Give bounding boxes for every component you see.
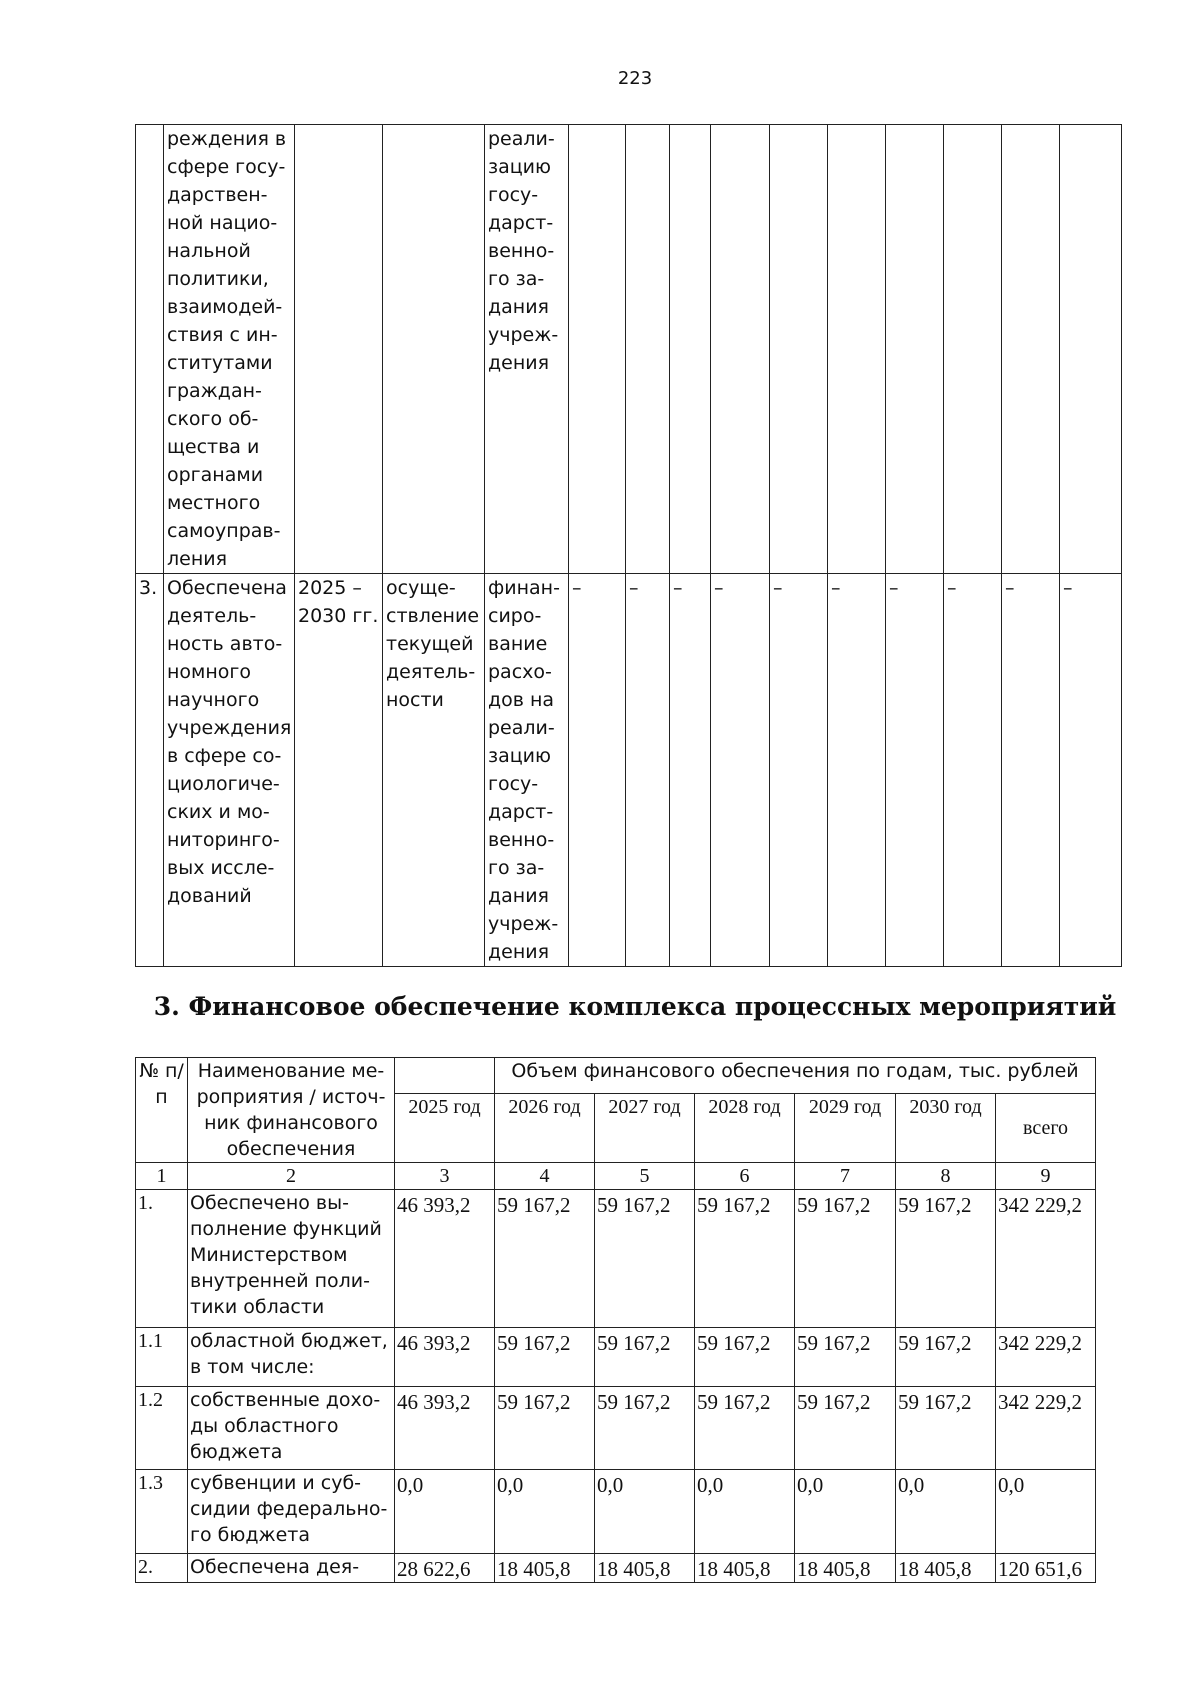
- cell-dash: –: [711, 574, 770, 967]
- cell-dash: –: [569, 574, 626, 967]
- cell-value: 28 622,6: [395, 1554, 495, 1583]
- table-colnum-row: 1 2 3 4 5 6 7 8 9: [136, 1163, 1096, 1190]
- cell-result: финан-сиро-вание расхо-дов на реали-зацию госу-дарст-венно-го за-дания учреж-дения: [485, 574, 569, 967]
- cell-value: 46 393,2: [395, 1387, 495, 1470]
- cell-value: 18 405,8: [695, 1554, 795, 1583]
- cell-value: 59 167,2: [595, 1328, 695, 1387]
- cell-period: [295, 125, 383, 574]
- cell-value: 59 167,2: [795, 1387, 896, 1470]
- cell-name: собственные дохо-ды областного бюджета: [188, 1387, 395, 1470]
- cell-name: субвенции и суб-сидии федерально-го бюджета: [188, 1470, 395, 1554]
- header-volume: Объем финансового обеспечения по годам, тыс. рублей: [495, 1058, 1096, 1094]
- cell-num: 3.: [136, 574, 164, 967]
- cell-period: 2025 – 2030 гг.: [295, 574, 383, 967]
- cell-value: 18 405,8: [896, 1554, 996, 1583]
- cell-num: 1.2: [136, 1387, 188, 1470]
- cell-value: 0,0: [795, 1470, 896, 1554]
- cell-dash: –: [1060, 574, 1122, 967]
- cell-dash: –: [886, 574, 944, 967]
- cell-value: 59 167,2: [495, 1190, 595, 1328]
- table-row: [136, 1554, 1096, 1583]
- table-row: [136, 1328, 1096, 1387]
- table-row: [136, 125, 1122, 574]
- cell-value: 342 229,2: [996, 1328, 1096, 1387]
- cell-result: реали-зацию госу-дарст-венно-го за-дания учреж-дения: [485, 125, 569, 574]
- table-row: [136, 1190, 1096, 1328]
- cell-value: 0,0: [595, 1470, 695, 1554]
- header-num: № п/п: [136, 1058, 188, 1163]
- cell-value: 59 167,2: [695, 1328, 795, 1387]
- cell-name: реждения в сфере госу-дарствен-ной нацио-нальной политики, взаимодей-ствия с ин-ститутами граждан-ского об-щества и органами местного самоуправ-ления: [164, 125, 295, 574]
- cell-value: 46 393,2: [395, 1190, 495, 1328]
- header-total: всего: [996, 1094, 1096, 1163]
- cell-dash: –: [670, 574, 711, 967]
- cell-value: 18 405,8: [495, 1554, 595, 1583]
- cell-value: 0,0: [996, 1470, 1096, 1554]
- cell-name: Обеспечена деятель-ность авто-номного научного учреждения в сфере со-циологиче-ских и мо-ниторинго-вых иссле-дований: [164, 574, 295, 967]
- cell-dash: –: [1002, 574, 1060, 967]
- financing-table: [135, 1057, 1096, 1583]
- table-row: [136, 1387, 1096, 1470]
- cell-dash: –: [828, 574, 886, 967]
- cell-value: 0,0: [896, 1470, 996, 1554]
- cell-value: 59 167,2: [595, 1387, 695, 1470]
- cell-value: 59 167,2: [495, 1328, 595, 1387]
- table-row: [136, 574, 1122, 967]
- section-heading: 3. Финансовое обеспечение комплекса процессных мероприятий: [153, 992, 1117, 1021]
- header-year: 2030 год: [896, 1094, 996, 1163]
- cell-value: 120 651,6: [996, 1554, 1096, 1583]
- cell-value: 342 229,2: [996, 1190, 1096, 1328]
- cell-type: осуще-ствление текущей деятель-ности: [383, 574, 485, 967]
- cell-value: 0,0: [695, 1470, 795, 1554]
- cell-dash: –: [944, 574, 1002, 967]
- cell-value: 59 167,2: [695, 1387, 795, 1470]
- table-header-row: [136, 1058, 1096, 1094]
- cell-name: Обеспечена дея-: [188, 1554, 395, 1583]
- header-name: Наименование ме-роприятия / источ-ник финансового обеспечения: [188, 1058, 395, 1163]
- cell-value: 59 167,2: [896, 1190, 996, 1328]
- header-year: 2029 год: [795, 1094, 896, 1163]
- cell-num: 1.1: [136, 1328, 188, 1387]
- cell-num: 1.: [136, 1190, 188, 1328]
- cell-value: 59 167,2: [595, 1190, 695, 1328]
- cell-value: 0,0: [395, 1470, 495, 1554]
- header-year: 2027 год: [595, 1094, 695, 1163]
- cell-name: Обеспечено вы-полнение функций Министерством внутренней поли-тики области: [188, 1190, 395, 1328]
- cell-value: 59 167,2: [495, 1387, 595, 1470]
- cell-value: 0,0: [495, 1470, 595, 1554]
- measures-table-continued: [135, 124, 1122, 967]
- cell-num: 2.: [136, 1554, 188, 1583]
- cell-value: 59 167,2: [795, 1328, 896, 1387]
- cell-value: 46 393,2: [395, 1328, 495, 1387]
- table-row: [136, 1470, 1096, 1554]
- cell-dash: –: [770, 574, 828, 967]
- cell-value: 342 229,2: [996, 1387, 1096, 1470]
- cell-name: областной бюджет, в том числе:: [188, 1328, 395, 1387]
- cell-num: [136, 125, 164, 574]
- header-year: 2028 год: [695, 1094, 795, 1163]
- cell-type: [383, 125, 485, 574]
- cell-value: 59 167,2: [896, 1387, 996, 1470]
- header-year: 2026 год: [495, 1094, 595, 1163]
- cell-value: 18 405,8: [595, 1554, 695, 1583]
- cell-value: 18 405,8: [795, 1554, 896, 1583]
- cell-value: 59 167,2: [695, 1190, 795, 1328]
- cell-value: 59 167,2: [795, 1190, 896, 1328]
- cell-value: 59 167,2: [896, 1328, 996, 1387]
- cell-dash: –: [626, 574, 670, 967]
- page-number: 223: [617, 68, 653, 89]
- header-year: 2025 год: [395, 1094, 495, 1163]
- cell-num: 1.3: [136, 1470, 188, 1554]
